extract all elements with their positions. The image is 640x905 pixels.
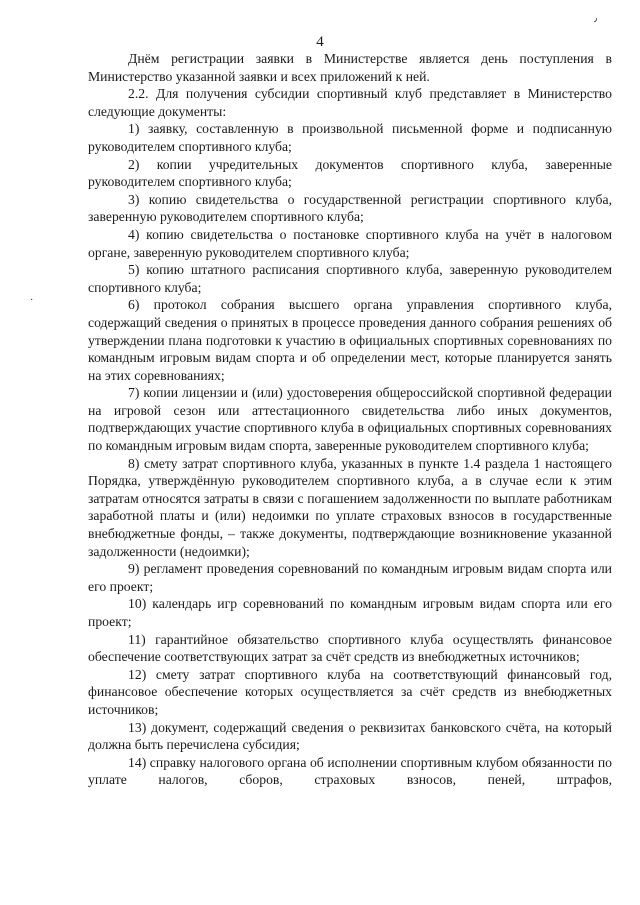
list-item-1: 1) заявку, составленную в произвольной письменной форме и подписанную руководителем спортивного клуба; — [88, 121, 612, 154]
page-number: 4 — [316, 34, 324, 50]
paragraph-registration-day: Днём регистрации заявки в Министерстве является день поступления в Министерство указанной заявки и всех приложений к ней. — [88, 51, 612, 84]
scan-speck: ٫ — [594, 13, 598, 24]
paragraph-section-2-2: 2.2. Для получения субсидии спортивный клуб представляет в Министерство следующие документы: — [88, 86, 612, 119]
list-item-11: 11) гарантийное обязательство спортивного клуба осуществлять финансовое обеспечение соответствующих затрат за счёт средств из внебюджетных источников; — [88, 631, 612, 665]
list-item-10: 10) календарь игр соревнований по командным игровым видам спорта или его проект; — [88, 596, 612, 629]
list-item-14: 14) справку налогового органа об исполнении спортивным клубом обязанности по уплате налогов, сборов, страховых взносов, пеней, штрафов, — [88, 754, 612, 788]
list-item-4: 4) копию свидетельства о постановке спортивного клуба на учёт в налоговом органе, заверенную руководителем спортивного клуба; — [88, 226, 612, 260]
scan-speck: · — [30, 295, 34, 306]
list-item-8: 8) смету затрат спортивного клуба, указанных в пункте 1.4 раздела 1 настоящего Порядка, утверждённую руководителем спортивного клуба, а в случае если к этим затратам относятся затраты в связи с погашением задолженности по выплате работникам заработной платы и (или) недоимки по уплате страховых взносов в государственные внебюджетные фонды, – также документы, подтверждающие возникновение указанной задолженности (недоимки); — [88, 455, 612, 559]
document-body — [88, 50, 612, 789]
list-item-7: 7) копии лицензии и (или) удостоверения общероссийской спортивной федерации на игровой сезон или аттестационного свидетельства либо иных документов, подтверждающих участие спортивного клуба в официальных спортивных соревнованиях по командным игровым видам спорта, заверенные руководителем спортивного клуба; — [88, 385, 612, 454]
list-item-9: 9) регламент проведения соревнований по командным игровым видам спорта или его проект; — [88, 561, 612, 594]
list-item-6: 6) протокол собрания высшего органа управления спортивного клуба, содержащий сведения о принятых в процессе проведения данного собрания решениях об утверждении плана подготовки к участию в официальных спортивных соревнованиях по командным игровым видам спорта и об определении мест, которые планируется занять на этих соревнованиях; — [88, 297, 612, 383]
list-item-5: 5) копию штатного расписания спортивного клуба, заверенную руководителем спортивного клуба; — [88, 262, 612, 295]
list-item-12: 12) смету затрат спортивного клуба на соответствующий финансовый год, финансовое обеспечение которых осуществляется за счёт средств из внебюджетных источников; — [88, 666, 612, 717]
list-item-3: 3) копию свидетельства о государственной регистрации спортивного клуба, заверенную руководителем спортивного клуба; — [88, 191, 612, 225]
list-item-2: 2) копии учредительных документов спортивного клуба, заверенные руководителем спортивного клуба; — [88, 156, 612, 190]
list-item-13: 13) документ, содержащий сведения о реквизитах банковского счёта, на который должна быть перечислена субсидия; — [88, 719, 612, 753]
